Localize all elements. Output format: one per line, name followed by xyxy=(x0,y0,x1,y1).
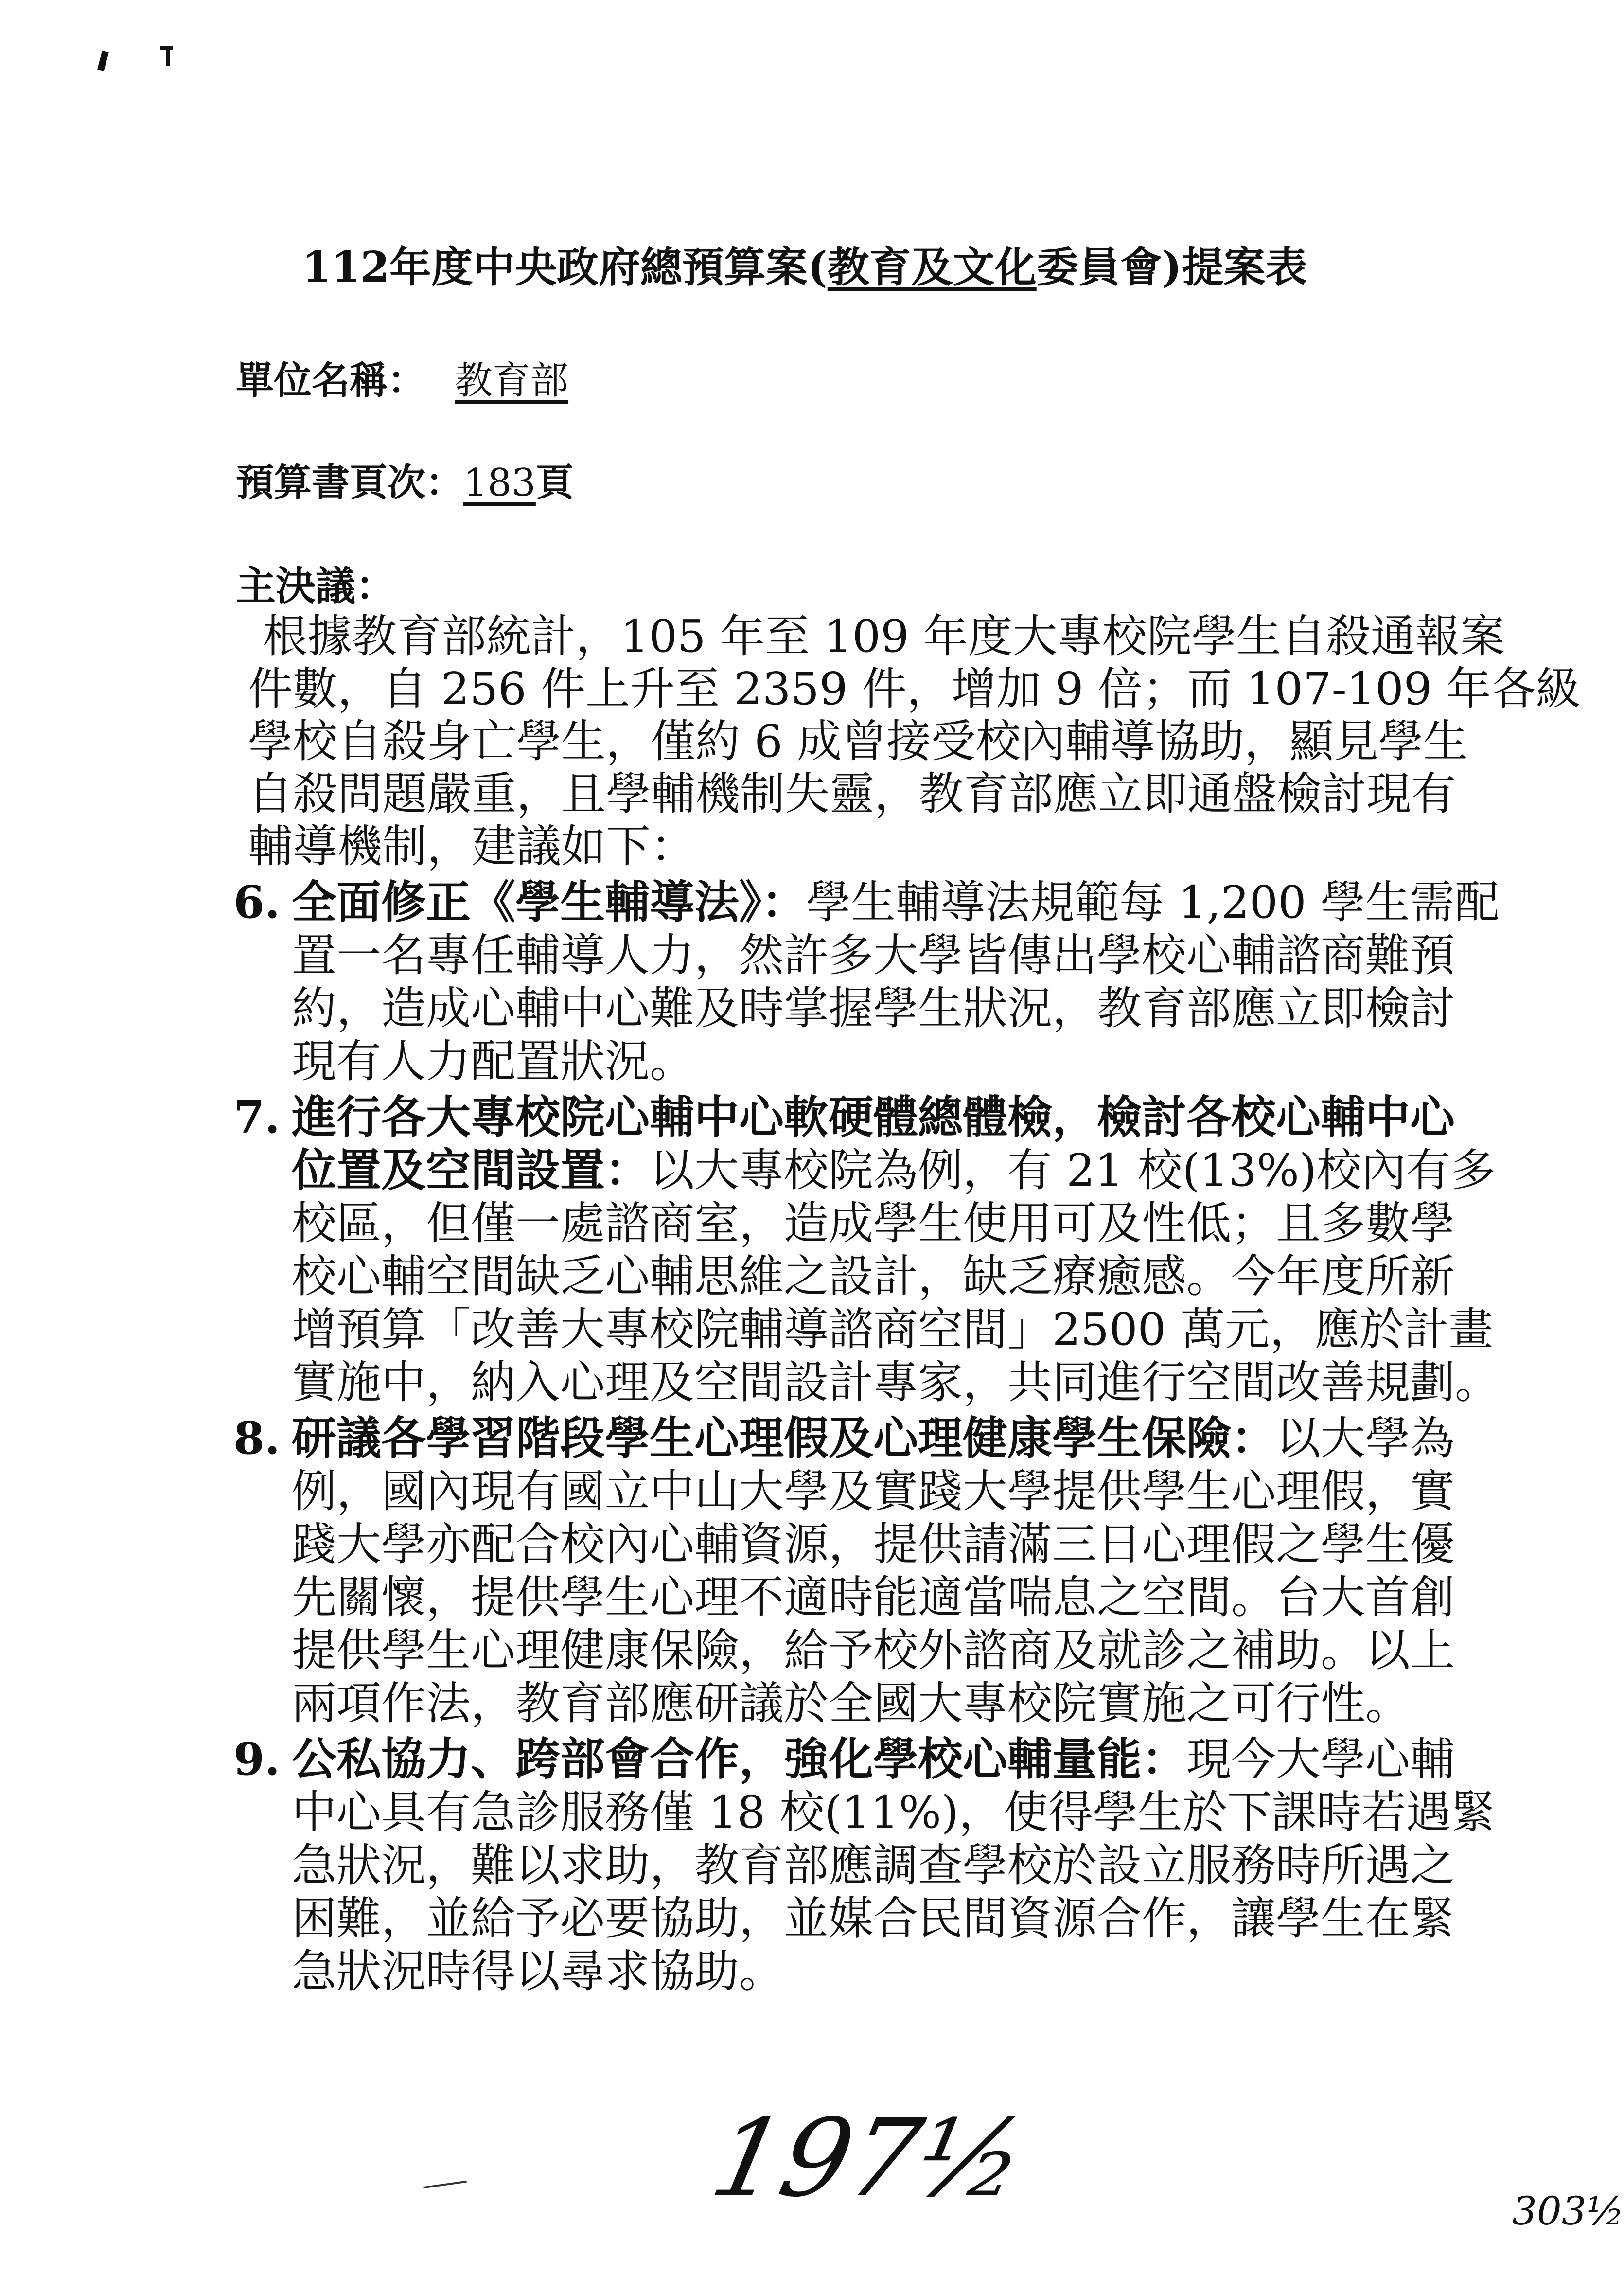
item-line xyxy=(292,1035,1425,1088)
item-line xyxy=(292,1197,1455,1250)
item-line xyxy=(292,1786,1496,1839)
budget-page-value: 183 xyxy=(463,461,536,505)
item-heading: 位置及空間設置： xyxy=(292,1144,650,1196)
item-line xyxy=(292,1839,1455,1892)
item-text: 置一名專任輔導人力，然許多大學皆傳出學校心輔諮商難預 xyxy=(292,929,1455,981)
unit-label: 單位名稱： xyxy=(236,358,426,403)
list-item xyxy=(233,876,1500,1088)
item-text: 實施中，納入心理及空間設計專家，共同進行空間改善規劃。 xyxy=(292,1356,1500,1408)
list-item xyxy=(233,1091,1500,1409)
handwritten-margin-number: 303½ xyxy=(1512,2188,1624,2234)
item-line xyxy=(292,982,1455,1035)
item-text: 約，造成心輔中心難及時掌握學生狀況，教育部應立即檢討 xyxy=(292,982,1455,1034)
item-text: 現有人力配置狀況。 xyxy=(292,1035,695,1087)
item-heading: 研議各學習階段學生心理假及心理健康學生保險： xyxy=(292,1412,1276,1464)
item-number: 6. xyxy=(233,876,281,928)
unit-value: 教育部 xyxy=(455,359,569,403)
item-heading: 進行各大專校院心輔中心軟硬體總體檢，檢討各校心輔中心 xyxy=(292,1091,1455,1143)
intro-line: 根據教育部統計，105 年至 109 年度大專校院學生自殺通報案 xyxy=(263,610,1505,662)
item-line xyxy=(292,876,1500,929)
main-resolution-label: 主決議： xyxy=(236,563,396,609)
item-line xyxy=(292,1356,1500,1409)
item-number: 9. xyxy=(233,1733,281,1785)
scan-mark xyxy=(97,51,109,71)
item-line xyxy=(292,1677,1425,1730)
item-line xyxy=(292,929,1455,982)
item-line xyxy=(292,1250,1455,1303)
title-committee: 教育及文化 xyxy=(827,243,1037,292)
intro-line: 件數，自 256 件上升至 2359 件，增加 9 倍；而 107-109 年各級 xyxy=(248,663,1581,715)
item-line xyxy=(292,1624,1455,1677)
unit-field xyxy=(236,350,644,405)
item-line xyxy=(292,1303,1494,1356)
item-text: 例，國內現有國立中山大學及實踐大學提供學生心理假，實 xyxy=(292,1465,1455,1517)
scan-mark xyxy=(166,49,170,66)
item-line xyxy=(292,1091,1455,1144)
list-item xyxy=(233,1412,1455,1730)
intro-paragraph xyxy=(248,610,1581,873)
item-line xyxy=(292,1144,1496,1197)
item-line xyxy=(292,1465,1455,1518)
item-line xyxy=(292,1733,1455,1786)
item-line xyxy=(292,1518,1455,1571)
item-number: 8. xyxy=(233,1412,281,1464)
item-line xyxy=(292,1892,1455,1945)
item-text: 兩項作法，教育部應研議於全國大專校院實施之可行性。 xyxy=(292,1677,1411,1729)
intro-line: 自殺問題嚴重，且學輔機制失靈，教育部應立即通盤檢討現有 xyxy=(248,768,1456,820)
intro-line: 輔導機制，建議如下： xyxy=(248,820,696,872)
budget-page-suffix: 頁 xyxy=(535,461,574,505)
title-suffix: 委員會)提案表 xyxy=(1036,243,1307,292)
item-text: 困難，並給予必要協助，並媒合民間資源合作，讓學生在緊 xyxy=(292,1892,1455,1944)
handwritten-dash xyxy=(423,2181,467,2188)
list-item xyxy=(233,1733,1496,1998)
handwritten-page-number: 197½ xyxy=(701,2096,1036,2221)
item-heading: 公私協力、跨部會合作，強化學校心輔量能： xyxy=(292,1733,1187,1785)
item-text: 校心輔空間缺乏心輔思維之設計，缺乏療癒感。今年度所新 xyxy=(292,1250,1455,1302)
budget-page-label: 預算書頁次： xyxy=(236,461,464,505)
resolution-body xyxy=(233,610,1581,1998)
item-text: 以大學為 xyxy=(1276,1412,1455,1464)
item-text: 現今大學心輔 xyxy=(1186,1733,1455,1785)
item-text: 急狀況時得以尋求協助。 xyxy=(292,1945,784,1997)
title-prefix: 112年度中央政府總預算案( xyxy=(302,243,828,292)
item-text: 急狀況，難以求助，教育部應調查學校於設立服務時所遇之 xyxy=(292,1839,1455,1891)
item-line xyxy=(292,1412,1455,1465)
item-text: 先關懷，提供學生心理不適時能適當喘息之空間。台大首創 xyxy=(292,1571,1455,1623)
item-heading: 全面修正《學生輔導法》： xyxy=(292,876,807,928)
item-line xyxy=(292,1571,1455,1624)
intro-line: 學校自殺身亡學生，僅約 6 成曾接受校內輔導協助，顯見學生 xyxy=(248,715,1468,767)
item-number: 7. xyxy=(233,1091,281,1143)
budget-page-field xyxy=(236,452,574,507)
item-text: 以大專校院為例，有 21 校(13%)校內有多 xyxy=(650,1144,1496,1196)
item-text: 增預算「改善大專校院輔導諮商空間」2500 萬元，應於計畫 xyxy=(292,1303,1494,1355)
item-text: 學生輔導法規範每 1,200 學生需配 xyxy=(806,876,1500,928)
item-line xyxy=(292,1945,1425,1998)
item-text: 校區，但僅一處諮商室，造成學生使用可及性低；且多數學 xyxy=(292,1197,1455,1249)
document-title xyxy=(0,233,1609,294)
item-text: 提供學生心理健康保險，給予校外諮商及就診之補助。以上 xyxy=(292,1624,1455,1676)
item-text: 中心具有急診服務僅 18 校(11%)，使得學生於下課時若遇緊 xyxy=(292,1786,1496,1838)
recommendation-list xyxy=(233,876,1500,1998)
item-text: 踐大學亦配合校內心輔資源，提供請滿三日心理假之學生優 xyxy=(292,1518,1455,1570)
